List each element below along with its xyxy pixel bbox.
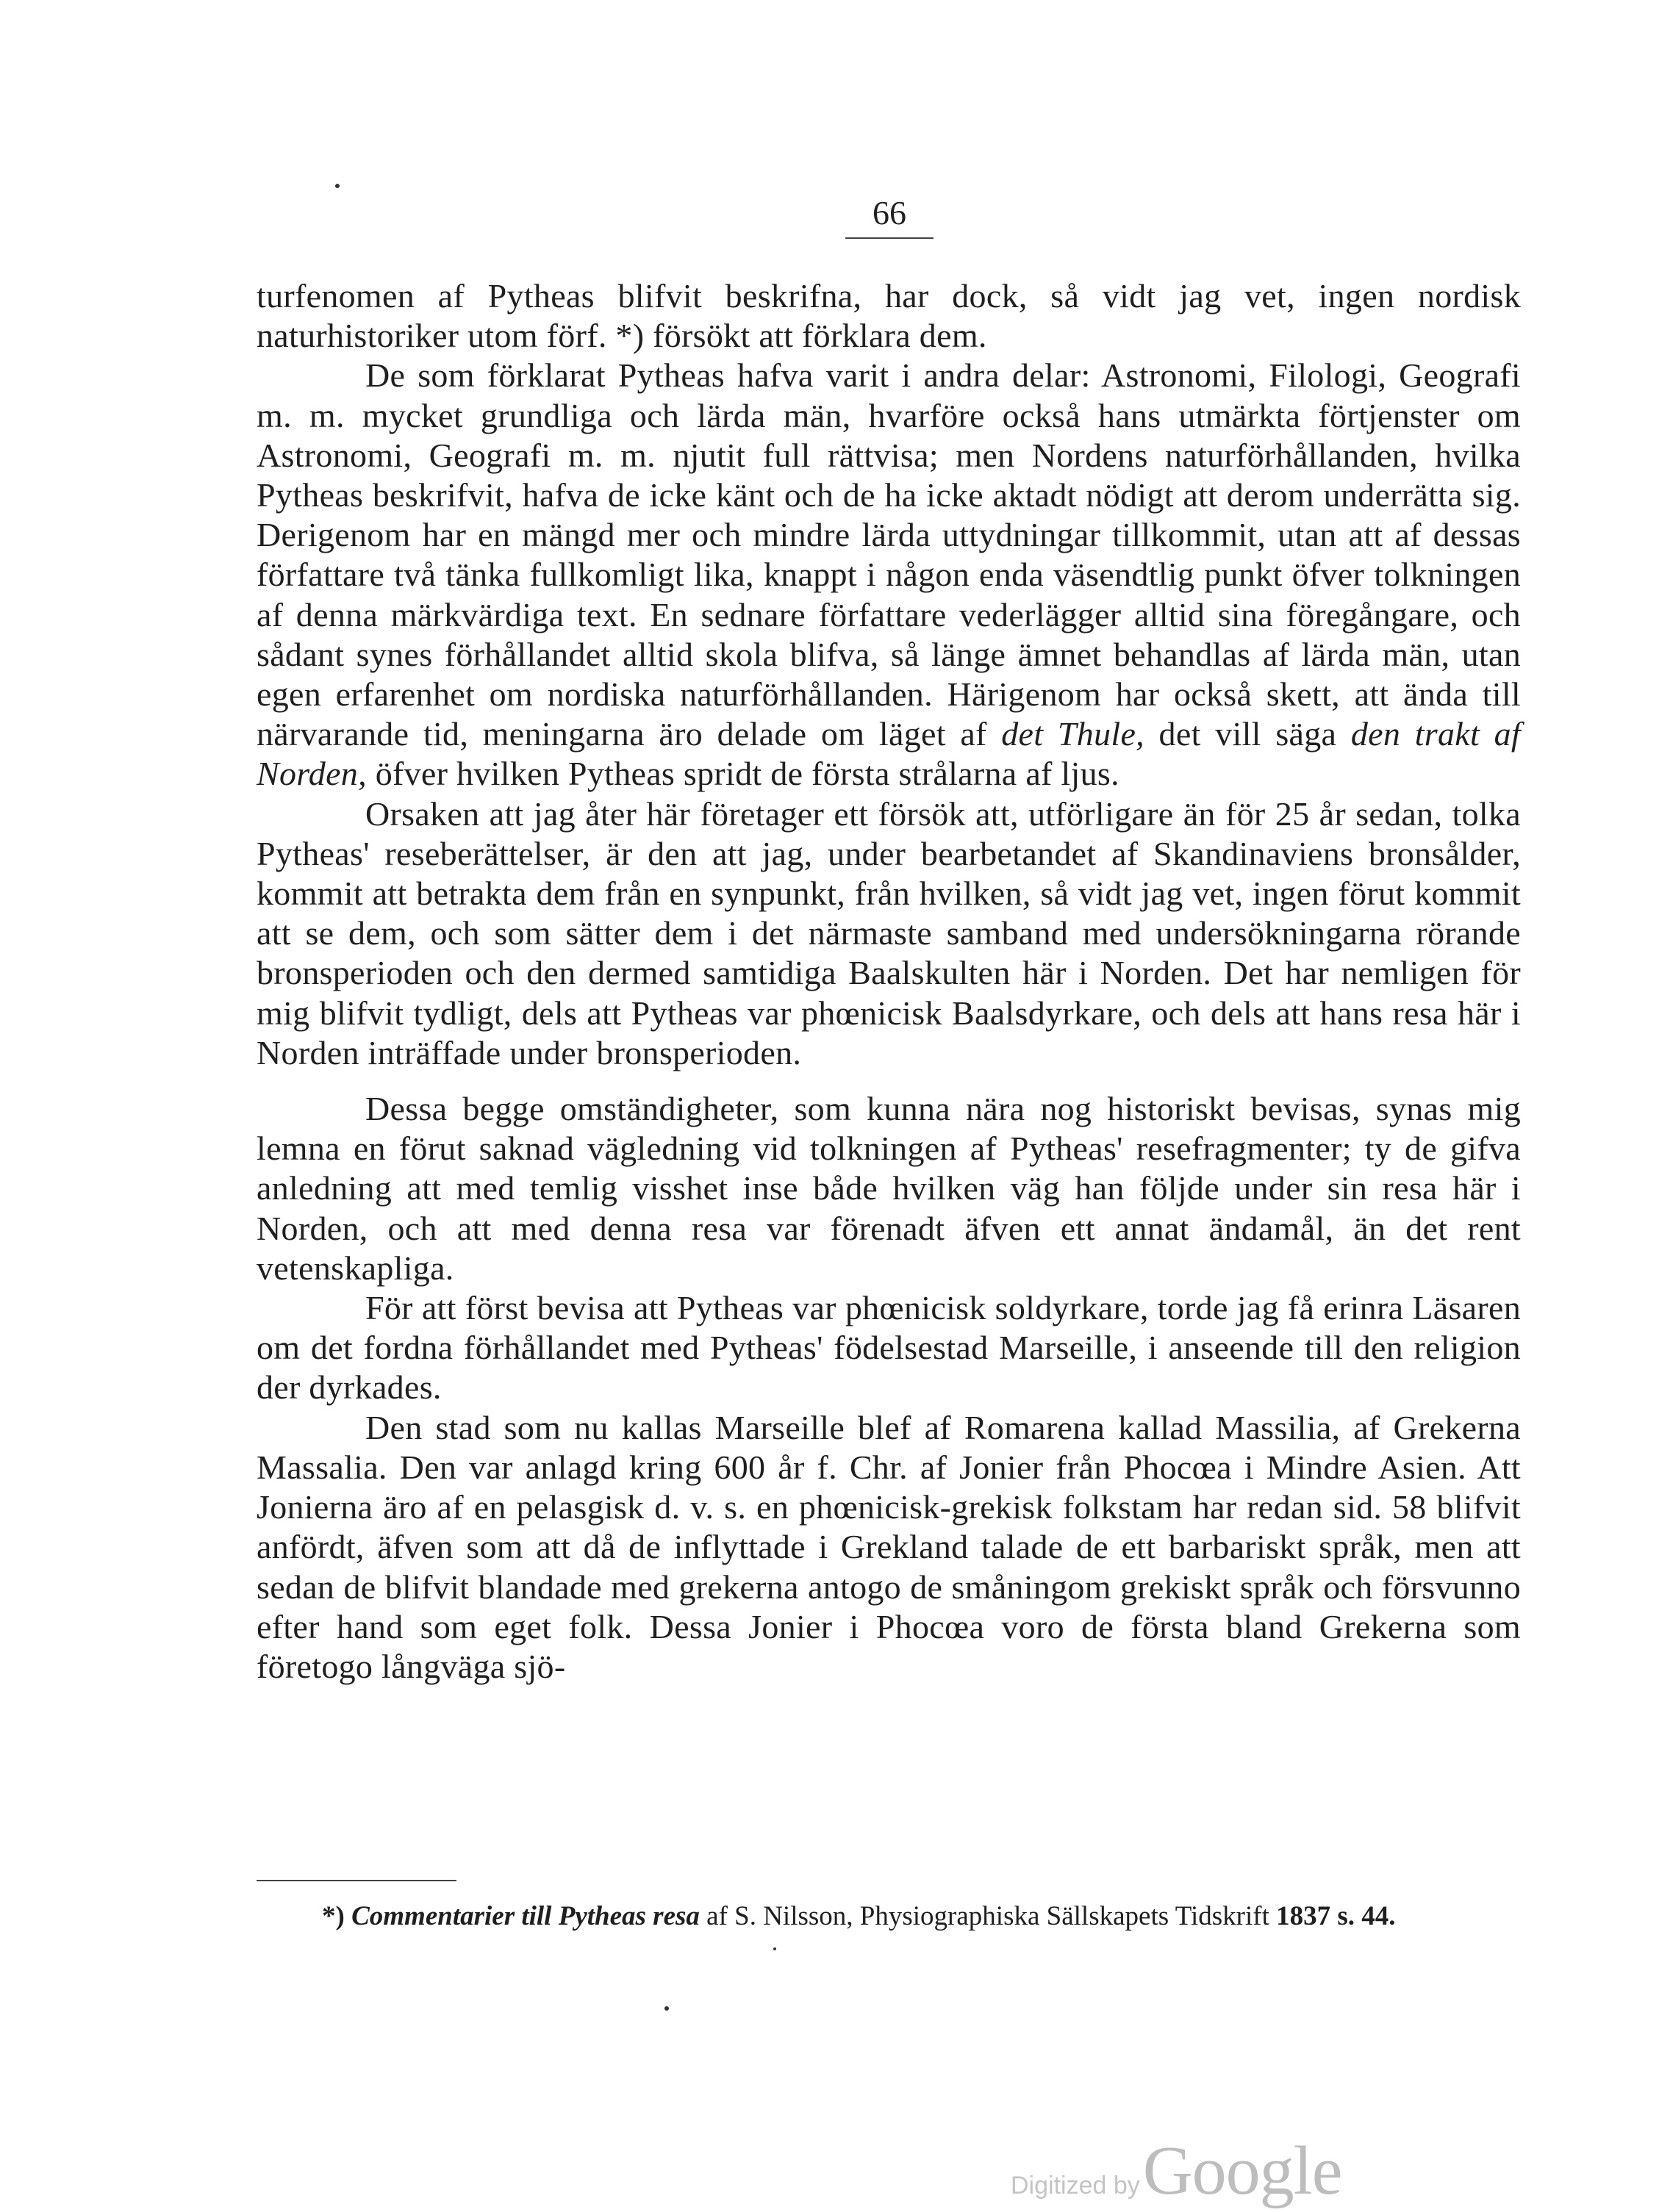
italic-text: det Thule, (1001, 715, 1144, 753)
page-number-rule (845, 237, 934, 239)
footnote-mark: *) (322, 1901, 345, 1931)
text-run: Dessa begge omständigheter, som kunna nära nog historiskt bevisas, synas mig lemna en förut saknad vägledning vid tolkningen af Pytheas' resefragmenter; ty de gifva anledning att med temlig visshet inse både hvilken väg han följde under sin resa här i Norden, och att med denna resa var förenadt äfven ett annat ändamål, än det rent vetenskapliga. (257, 1090, 1521, 1287)
footnote (322, 1900, 1572, 1933)
italic-text: den trakt af Norden, (257, 715, 1522, 793)
page-number: 66 (873, 194, 906, 231)
text-run: De som förklarat Pytheas hafva varit i andra delar: Astronomi, Filologi, Geografi m. m. mycket grundliga och lärda män, hvarföre också hans utmärkta förtjenster om Astronomi, Geografi m. m. njutit full rättvisa; men Nordens naturförhållanden, hvilka Pytheas beskrifvit, hafva de icke känt och de ha icke aktadt nödigt att derom underrätta sig. Derigenom har en mängd mer och mindre lärda uttydningar tillkommit, utan att af dessas författare två tänka fullkomligt lika, knappt i någon enda väsendtlig punkt öfver tolkningen af denna märkvärdiga text. En sednare författare vederlägger alltid sina föregångare, och sådant synes förhållandet alltid skola blifva, så länge ämnet behandlas af lärda män, utan egen erfarenhet om nordiska naturförhållanden. Härigenom har också skett, att ända till närvarande tid, meningarna äro delade om läget af (257, 356, 1521, 753)
digitized-watermark (1011, 2131, 1422, 2212)
text-run: det vill säga (1144, 715, 1351, 753)
text-run: För att först bevisa att Pytheas var phœnicisk soldyrkare, torde jag få erinra Läsaren om det fordna förhållandet med Pytheas' födelsestad Marseille, i anseende till den religion der dyrkades. (257, 1289, 1521, 1407)
footnote-citation: 1837 s. 44. (1276, 1901, 1396, 1931)
footnote-source: af S. Nilsson, Physiographiska Sällskapets Tidskrift (699, 1901, 1277, 1931)
body-text (257, 276, 1521, 1687)
text-run: öfver hvilken Pytheas spridt de första strålarna af ljus. (366, 755, 1119, 793)
watermark-prefix: Digitized by (1011, 2172, 1140, 2200)
footnote-title: Commentarier till Pytheas resa (351, 1901, 700, 1931)
paragraph (257, 794, 1521, 1073)
google-logo: Google (1142, 2133, 1342, 2209)
ink-speck (335, 184, 340, 188)
paragraph (257, 1408, 1521, 1687)
paragraph (257, 1089, 1521, 1288)
footnote-rule (257, 1880, 456, 1881)
text-run: Orsaken att jag åter här företager ett försök att, utförligare än för 25 år sedan, tolka Pytheas' reseberättelser, är den att jag, under bearbetandet af Skandinaviens bronsålder, kommit att betrakta dem från en synpunkt, från hvilken, så vidt jag vet, ingen förut kommit att se dem, och som sätter dem i det närmaste samband med undersökningarna rörande bronsperioden och den dermed samtidiga Baalskulten här i Norden. Det har nemligen för mig blifvit tydligt, dels att Pytheas var phœnicisk Baalsdyrkare, och dels att hans resa här i Norden inträffade under bronsperioden. (257, 794, 1521, 1071)
text-run: Den stad som nu kallas Marseille blef af Romarena kallad Massilia, af Grekerna Massalia. Den var anlagd kring 600 år f. Chr. af Jonier från Phocœa i Mindre Asien. Att Jonierna äro af en pelasgisk d. v. s. en phœnicisk-grekisk folkstam har redan sid. 58 blifvit anfördt, äfven som att då de inflyttade i Grekland talade de ett barbariskt språk, men att sedan de blifvit blandade med grekerna antogo de småningom grekiskt språk och försvunno efter hand som eget folk. Dessa Jonier i Phocœa voro de första bland Grekerna som företogo långväga sjö- (257, 1408, 1521, 1685)
paragraph (257, 356, 1521, 794)
ink-speck (773, 1947, 776, 1950)
ink-speck (664, 2006, 669, 2011)
text-run: turfenomen af Pytheas blifvit beskrifna, har dock, så vidt jag vet, ingen nordisk naturhistoriker utom förf. *) försökt att förklara dem. (257, 277, 1521, 355)
paragraph (257, 276, 1521, 356)
paragraph (257, 1288, 1521, 1408)
